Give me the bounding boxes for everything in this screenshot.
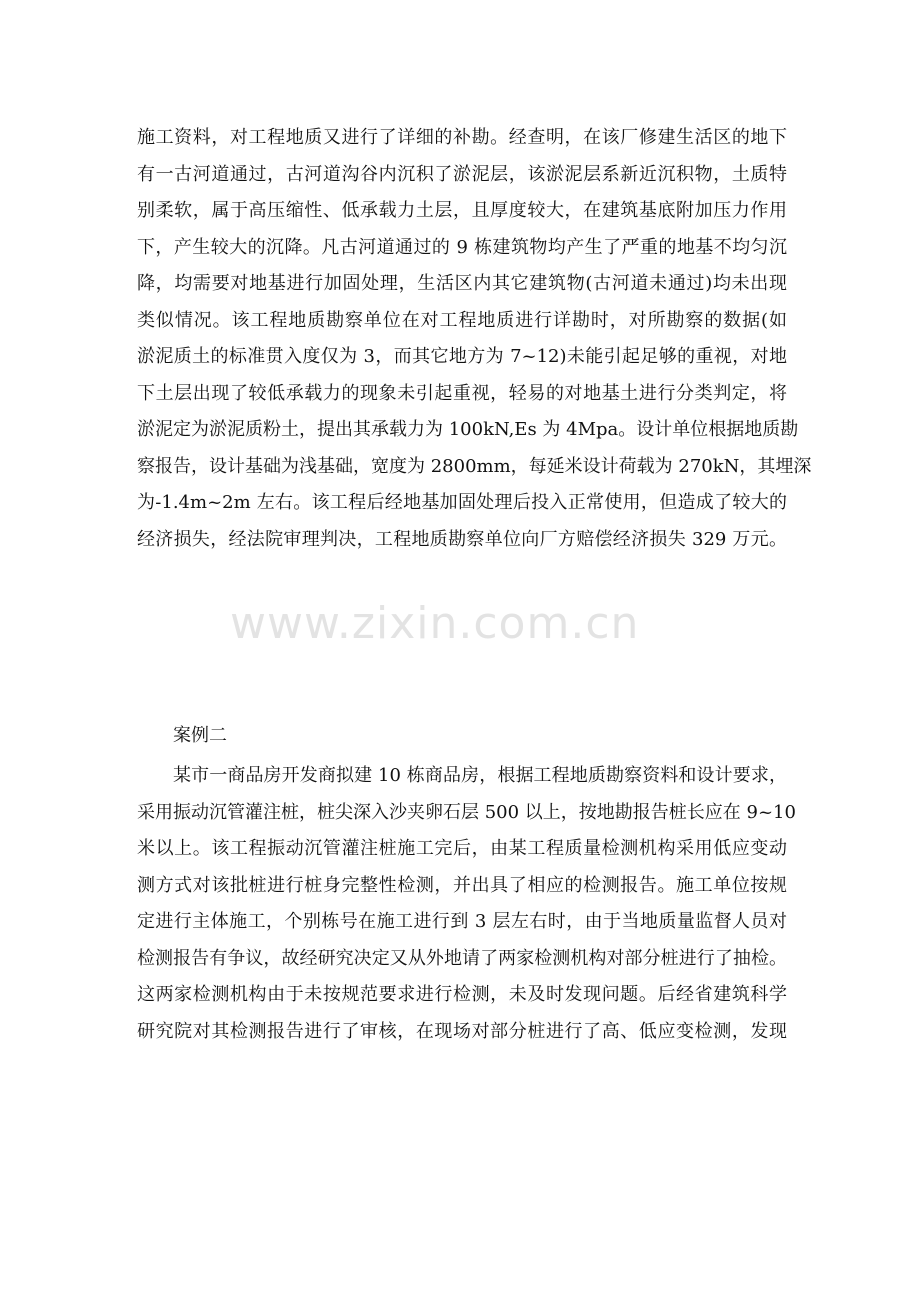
text-line: 采用振动沉管灌注桩，桩尖深入沙夹卵石层 500 以上，按地勘报告桩长应在 9~10 bbox=[137, 801, 796, 823]
section-heading: 案例二 bbox=[173, 725, 227, 746]
text-line: 类似情况。该工程地质勘察单位在对工程地质进行详勘时，对所勘察的数据(如 bbox=[137, 309, 787, 331]
text-line: 研究院对其检测报告进行了审核，在现场对部分桩进行了高、低应变检测，发现 bbox=[137, 1020, 787, 1042]
text-line: 别柔软，属于高压缩性、低承载力土层，且厚度较大，在建筑基底附加压力作用 bbox=[137, 200, 787, 221]
text-line: 测方式对该批桩进行桩身完整性检测，并出具了相应的检测报告。施工单位按规 bbox=[137, 874, 787, 896]
watermark: www.zixin.com.cn bbox=[230, 598, 640, 649]
text-line: 淤泥定为淤泥质粉土，提出其承载力为 100kN,Es 为 4Mpa。设计单位根据地质勘 bbox=[137, 419, 799, 440]
text-line: 定进行主体施工，个别栋号在施工进行到 3 层左右时，由于当地质量监督人员对 bbox=[137, 911, 787, 932]
paragraph-case-two-body bbox=[137, 758, 796, 1050]
text-line: 经济损失，经法院审理判决，工程地质勘察单位向厂方赔偿经济损失 329 万元。 bbox=[137, 528, 787, 550]
text-line: 有一古河道通过，古河道沟谷内沉积了淤泥层，该淤泥层系新近沉积物，土质特 bbox=[137, 163, 787, 185]
text-line: 某市一商品房开发商拟建 10 栋商品房，根据工程地质勘察资料和设计要求， bbox=[173, 765, 787, 786]
text-line: 降，均需要对地基进行加固处理，生活区内其它建筑物(古河道未通过)均未出现 bbox=[137, 273, 787, 294]
text-line: 米以上。该工程振动沉管灌注桩施工完后，由某工程质量检测机构采用低应变动 bbox=[137, 838, 787, 859]
text-line: 察报告，设计基础为浅基础，宽度为 2800mm，每延米设计荷载为 270kN，其埋深 bbox=[137, 455, 812, 477]
text-line: 施工资料，对工程地质又进行了详细的补勘。经查明，在该厂修建生活区的地下 bbox=[137, 127, 787, 148]
text-line: 下土层出现了较低承载力的现象未引起重视，轻易的对地基土进行分类判定，将 bbox=[137, 382, 787, 404]
text-line: 检测报告有争议，故经研究决定又从外地请了两家检测机构对部分桩进行了抽检。 bbox=[137, 947, 787, 969]
text-line: 为-1.4m~2m 左右。该工程后经地基加固处理后投入正常使用，但造成了较大的 bbox=[137, 492, 787, 513]
text-line: 下，产生较大的沉降。凡古河道通过的 9 栋建筑物均产生了严重的地基不均匀沉 bbox=[137, 236, 787, 258]
text-line: 这两家检测机构由于未按规范要求进行检测，未及时发现问题。后经省建筑科学 bbox=[137, 984, 787, 1005]
paragraph-case-one-body bbox=[137, 120, 812, 558]
text-line: 淤泥质土的标准贯入度仅为 3，而其它地方为 7~12)未能引起足够的重视，对地 bbox=[137, 346, 787, 367]
